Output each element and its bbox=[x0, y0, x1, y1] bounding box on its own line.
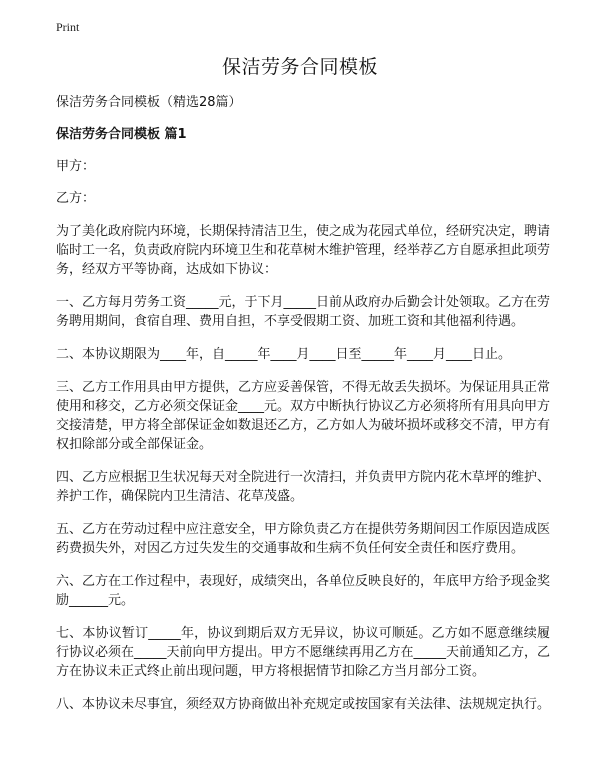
clause-7: 七、本协议暂订_____年，协议到期后双方无异议，协议可顺延。乙方如不愿意继续履行协议必须在_____天前向甲方提出。甲方不愿继续再用乙方在_____天前通知乙方，乙方在协议未正式终止前出现问题，甲方将根据情节扣除乙方当月部分工资。 bbox=[56, 626, 551, 679]
clause-6: 六、乙方在工作过程中，表现好，成绩突出，各单位反映良好的，年底甲方给予现金奖励______元。 bbox=[56, 574, 551, 608]
clause-5: 五、乙方在劳动过程中应注意安全，甲方除负责乙方在提供劳务期间因工作原因造成医药费损失外，对因乙方过失发生的交通事故和生病不负任何安全责任和医疗费用。 bbox=[56, 522, 551, 556]
clause-8: 八、本协议未尽事宜，须经双方协商做出补充规定或按国家有关法律、法规规定执行。 bbox=[56, 697, 551, 712]
party-b-label: 乙方： bbox=[56, 191, 96, 206]
print-link[interactable]: Print bbox=[56, 20, 80, 34]
document-subtitle: 保洁劳务合同模板（精选28篇） bbox=[56, 95, 242, 110]
document-body bbox=[56, 94, 550, 728]
document-title: 保洁劳务合同模板 bbox=[221, 56, 378, 78]
clause-1: 一、乙方每月劳务工资_____元，于下月_____日前从政府办后勤会计处领取。乙方在劳务聘用期间，食宿自理、费用自担，不享受假期工资、加班工资和其他福利待遇。 bbox=[56, 295, 551, 329]
clause-2: 二、本协议期限为____年，自_____年____月____日至_____年____月____日止。 bbox=[56, 347, 512, 362]
section-heading: 保洁劳务合同模板 篇1 bbox=[56, 127, 187, 142]
clause-3: 三、乙方工作用具由甲方提供，乙方应妥善保管，不得无故丢失损坏。为保证用具正常使用和移交，乙方必须交保证金____元。双方中断执行协议乙方必须将所有用具向甲方交接清楚，甲方将全部保证金如数退还乙方，乙方如人为破坏损坏或移交不清，甲方有权扣除部分或全部保证金。 bbox=[56, 380, 551, 452]
clause-4: 四、乙方应根据卫生状况每天对全院进行一次清扫，并负责甲方院内花木草坪的维护、养护工作，确保院内卫生清洁、花草茂盛。 bbox=[56, 470, 551, 504]
party-a-label: 甲方： bbox=[56, 159, 96, 174]
paragraph-intro: 为了美化政府院内环境，长期保持清洁卫生，使之成为花园式单位，经研究决定，聘请临时工一名，负责政府院内环境卫生和花草树木维护管理，经举荐乙方自愿承担此项劳务，经双方平等协商，达成如下协议： bbox=[56, 224, 551, 277]
